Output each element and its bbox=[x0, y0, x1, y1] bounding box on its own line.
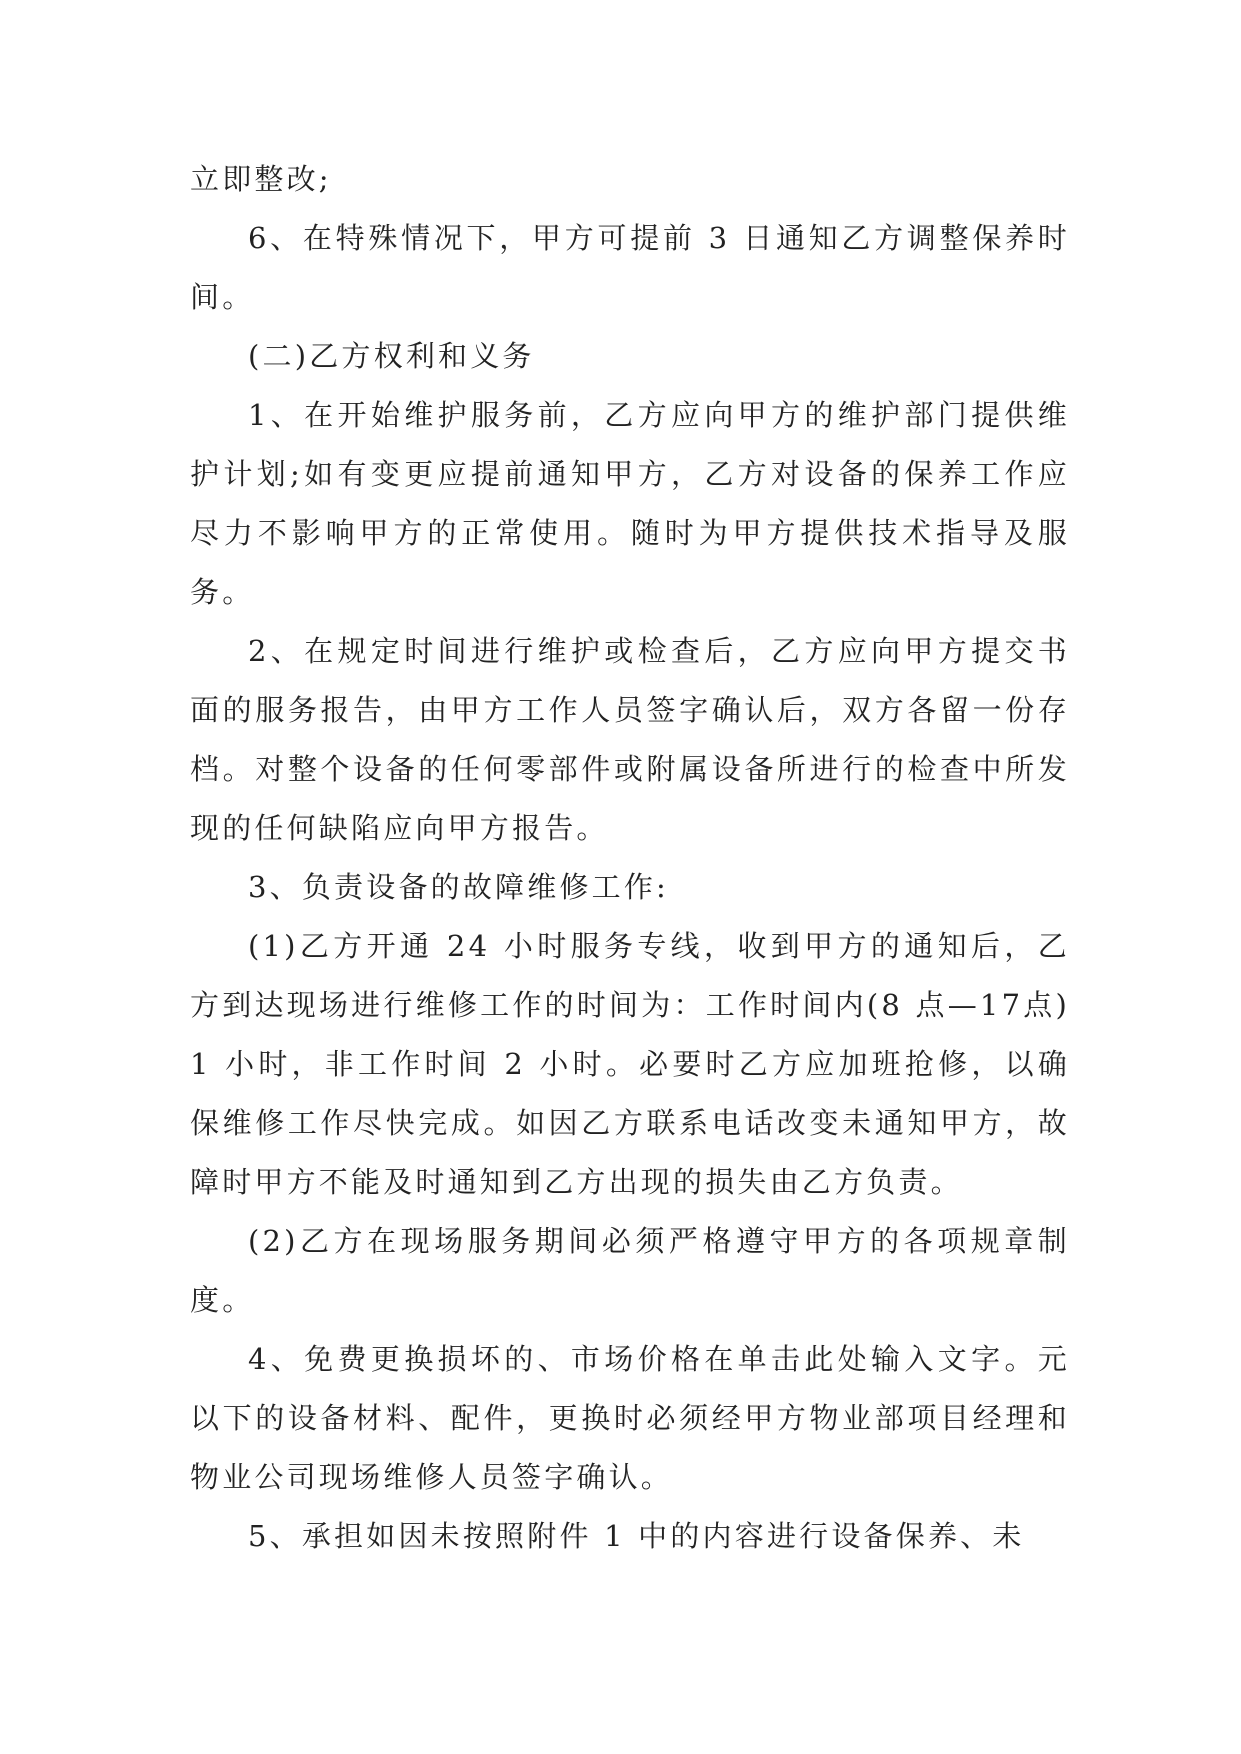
paragraph-continuation: 立即整改; bbox=[190, 162, 332, 196]
paragraph-item-5: 5、承担如因未按照附件 1 中的内容进行设备保养、未 bbox=[248, 1519, 1025, 1553]
paragraph-subitem-1: (1)乙方开通 24 小时服务专线，收到甲方的通知后，乙方到达现场进行维修工作的时间为：工作时间内(8 点—17点)1 小时，非工作时间 2 小时。必要时乙方应加班抢修，以确保维修工作尽快完成。如因乙方联系电话改变未通知甲方，故障时甲方不能及时通知到乙方出现的损失由乙方负责。 bbox=[190, 929, 1070, 1199]
paragraph-item-4: 4、免费更换损坏的、市场价格在单击此处输入文字。元以下的设备材料、配件，更换时必须经甲方物业部项目经理和物业公司现场维修人员签字确认。 bbox=[190, 1342, 1070, 1494]
paragraph-subitem-2: (2)乙方在现场服务期间必须严格遵守甲方的各项规章制度。 bbox=[190, 1224, 1070, 1317]
paragraph-item-1: 1、在开始维护服务前，乙方应向甲方的维护部门提供维护计划;如有变更应提前通知甲方，乙方对设备的保养工作应尽力不影响甲方的正常使用。随时为甲方提供技术指导及服务。 bbox=[190, 398, 1070, 609]
paragraph-item-2: 2、在规定时间进行维护或检查后，乙方应向甲方提交书面的服务报告，由甲方工作人员签字确认后，双方各留一份存档。对整个设备的任何零部件或附属设备所进行的检查中所发现的任何缺陷应向甲方报告。 bbox=[190, 634, 1070, 845]
paragraph-item-3: 3、负责设备的故障维修工作: bbox=[248, 870, 670, 904]
document-body bbox=[190, 150, 1070, 1566]
section-heading-party-b-rights: (二)乙方权利和义务 bbox=[248, 339, 535, 373]
paragraph-item-6: 6、在特殊情况下，甲方可提前 3 日通知乙方调整保养时间。 bbox=[190, 221, 1070, 314]
